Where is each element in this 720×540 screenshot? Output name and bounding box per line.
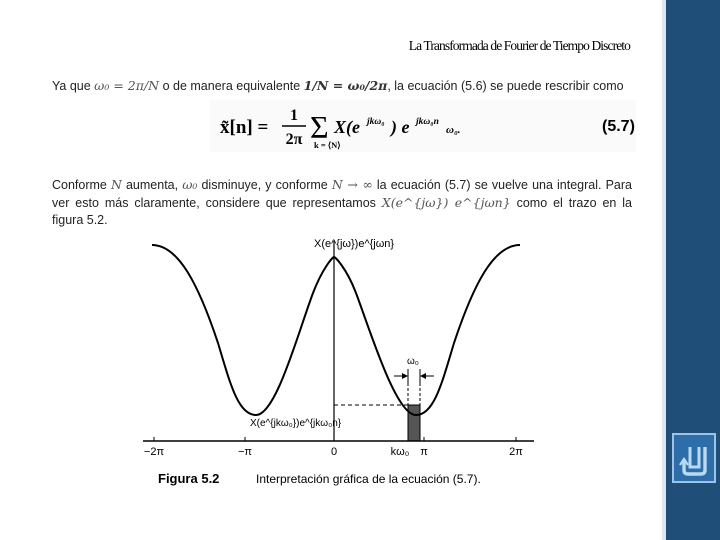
tick-label: 0 <box>330 446 338 458</box>
return-button[interactable] <box>672 433 716 483</box>
slide-title: La Transformada de Fourier de Tiempo Discreto <box>408 38 630 53</box>
eq-mid: ) e <box>391 117 410 137</box>
intro-paragraph: Ya que ω₀ = 2π/N o de manera equivalente 1/N = ω₀/2π, la ecuación (5.6) se puede rescribir como <box>52 78 624 93</box>
return-icon <box>676 439 712 477</box>
eq-frac-den: 2π <box>285 131 303 148</box>
eq-lhs: x̃[n] = <box>220 117 269 138</box>
eq-body: X(e <box>334 117 360 137</box>
tick-label: π <box>420 446 428 458</box>
svg-text:Σ: Σ <box>310 109 329 145</box>
figure-5-2 <box>138 233 540 492</box>
y-axis-label: X(e^{jω})e^{jωn} <box>314 238 395 250</box>
figure-caption-label: Figura 5.2 <box>158 471 220 486</box>
explanation-paragraph: Conforme N aumenta, ω₀ disminuye, y conforme N → ∞ la ecuación (5.7) se vuelve una integral. Para ver esto más claramente, considere que representamos X(e^{jω}) e^{jωn} como el trazo en la figura 5.2. <box>52 177 632 227</box>
tick-label: kω₀ <box>390 446 410 458</box>
eq-frac-num: 1 <box>290 107 298 124</box>
eq-number: (5.7) <box>602 118 635 135</box>
tick-label: −π <box>237 446 253 458</box>
eq-sum-sub: k = ⟨N⟩ <box>314 140 341 150</box>
point-label: X(e^{jkω₀})e^{jkω₀n} <box>250 418 342 429</box>
tick-label: 2π <box>509 446 523 458</box>
width-label: ω₀ <box>407 356 419 367</box>
shaded-strip <box>408 405 420 441</box>
eq-exp2: jkω₀n <box>416 117 439 127</box>
equation-5-7 <box>210 100 636 152</box>
eq-exp1: jkω₀ <box>367 117 385 127</box>
figure-caption-text: Interpretación gráfica de la ecuación (5.7). <box>256 472 481 486</box>
eq-tail: ω₀. <box>446 124 461 136</box>
tick-label: −2π <box>143 446 165 458</box>
signal-curve <box>152 245 520 415</box>
